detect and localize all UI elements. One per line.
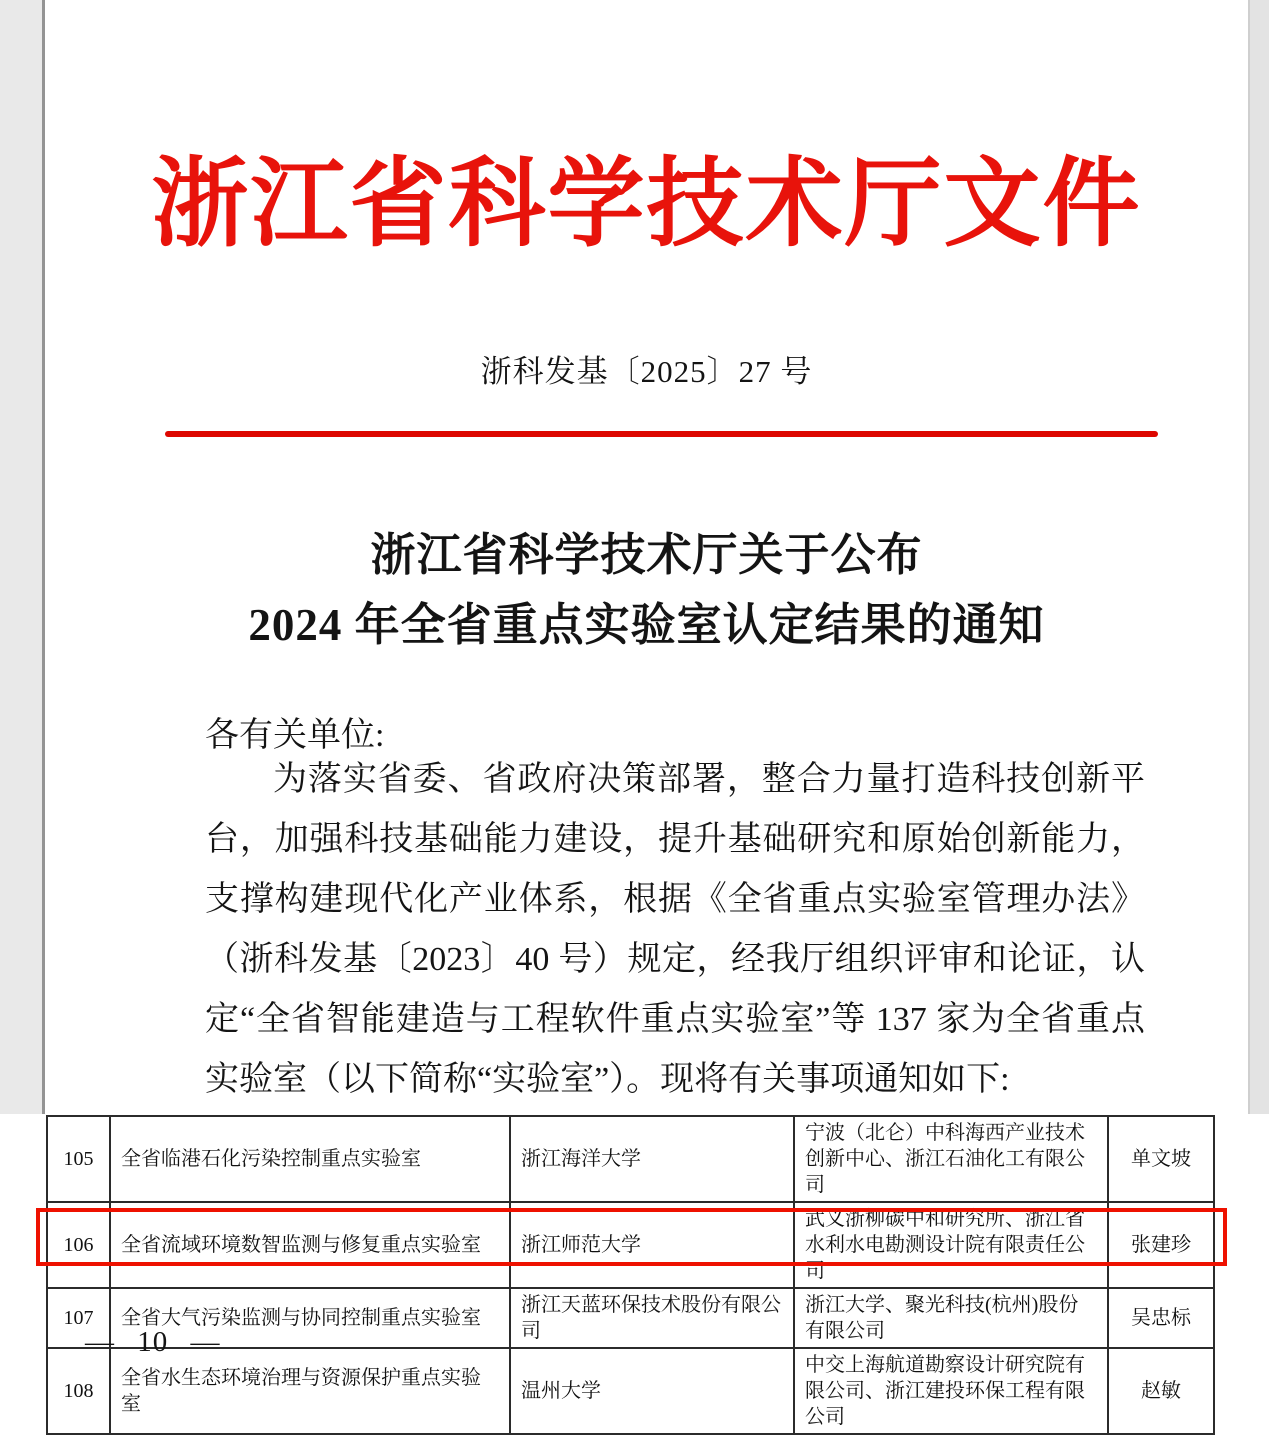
document-number: 浙科发基〔2025〕27 号 (480, 354, 813, 389)
cell-partner-institutions: 浙江大学、聚光科技(杭州)股份有限公司 (794, 1288, 1108, 1348)
left-margin-shade (0, 0, 45, 1114)
cell-director: 赵敏 (1108, 1348, 1214, 1434)
cell-director: 张建珍 (1108, 1202, 1214, 1288)
table-section (0, 1114, 1269, 1428)
right-margin-shade (1248, 0, 1269, 1114)
cell-partner-institutions: 中交上海航道勘察设计研究院有限公司、浙江建投环保工程有限公司 (794, 1348, 1108, 1434)
laboratory-table (46, 1115, 1215, 1435)
cell-lab-name: 全省流域环境数智监测与修复重点实验室 (110, 1202, 510, 1288)
cell-host-institution: 浙江海洋大学 (510, 1116, 794, 1202)
cell-row-number: 105 (47, 1116, 110, 1202)
notice-title-line1: 浙江省科学技术厅关于公布 (370, 530, 923, 580)
salutation: 各有关单位: (205, 717, 385, 754)
table-row-106 (47, 1202, 1214, 1288)
cell-row-number: 108 (47, 1348, 110, 1434)
cell-row-number: 107 (47, 1288, 110, 1348)
body-paragraph: 为落实省委、省政府决策部署，整合力量打造科技创新平台，加强科技基础能力建设，提升基础研究和原始创新能力，支撑构建现代化产业体系，根据《全省重点实验室管理办法》（浙科发基〔2023〕40 号）规定，经我厅组织评审和论证，认定“全省智能建造与工程软件重点实验室”等 137 家为全省重点实验室（以下简称“实验室”）。现将有关事项通知如下: (205, 761, 1145, 1098)
cell-lab-name: 全省水生态环境治理与资源保护重点实验室 (110, 1348, 510, 1434)
document-header-title: 浙江省科学技术厅文件 (151, 151, 1142, 258)
table-row-105 (47, 1116, 1214, 1202)
scanned-document-page (45, 0, 1248, 1114)
notice-title (45, 520, 1248, 660)
notice-title-line2: 2024 年全省重点实验室认定结果的通知 (248, 600, 1045, 650)
cell-director: 吴忠标 (1108, 1288, 1214, 1348)
page-number: — 10 — (85, 1326, 221, 1358)
cell-row-number: 106 (47, 1202, 110, 1288)
cell-host-institution: 浙江师范大学 (510, 1202, 794, 1288)
cell-director: 单文坡 (1108, 1116, 1214, 1202)
cell-lab-name: 全省大气污染监测与协同控制重点实验室 (110, 1288, 510, 1348)
cell-partner-institutions: 武义浙柳碳中和研究所、浙江省水利水电勘测设计院有限责任公司 (794, 1202, 1108, 1288)
table-row-107-highlighted (47, 1288, 1214, 1348)
cell-host-institution: 浙江天蓝环保技术股份有限公司 (510, 1288, 794, 1348)
cell-partner-institutions: 宁波（北仑）中科海西产业技术创新中心、浙江石油化工有限公司 (794, 1116, 1108, 1202)
cell-host-institution: 温州大学 (510, 1348, 794, 1434)
red-divider-line (165, 431, 1158, 437)
table-row-108 (47, 1348, 1214, 1434)
cell-lab-name: 全省临港石化污染控制重点实验室 (110, 1116, 510, 1202)
